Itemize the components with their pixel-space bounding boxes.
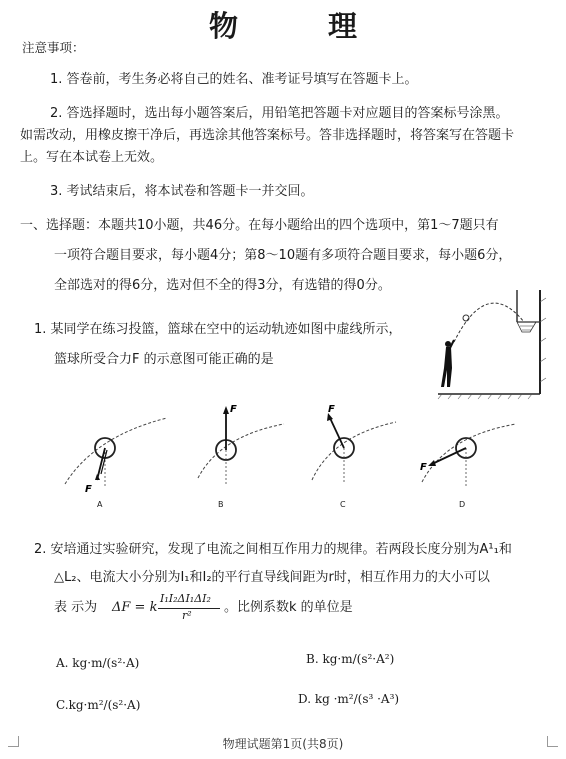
question-2-line-3-prefix: 表 示为 (54, 600, 98, 615)
notice-heading: 注意事项： (22, 40, 85, 55)
question-2-line-3-suffix: 。比例系数k 的单位是 (224, 600, 353, 615)
option-b-label: B (218, 500, 224, 509)
option-d-force-label: F (420, 462, 427, 473)
option-c-force-label: F (328, 404, 335, 415)
question-1-line-1: 1. 某同学在练习投篮，篮球在空中的运动轨迹如图中虚线所示， (34, 322, 402, 337)
question-2-option-b: B. kg·m/(s²·A²) (306, 652, 395, 666)
notice-item-2-line-2: 如需改动，用橡皮擦干净后，再选涂其他答案标号。答非选择题时，将答案写在答题卡 (20, 128, 515, 143)
page-title: 物 理 (208, 9, 398, 43)
formula-denominator: r² (182, 609, 192, 622)
option-d-label: D (459, 500, 466, 509)
question-2-option-c: C.kg·m²/(s²·A) (56, 698, 141, 712)
formula-numerator: I₁I₂ΔI₁ΔI₂ (160, 592, 211, 605)
section-1-line-1: 一、选择题：本题共10小题，共46分。在每小题给出的四个选项中，第1～7题只有 (20, 218, 499, 233)
section-1-line-3: 全部选对的得6分，选对但不全的得3分，有选错的得0分。 (54, 278, 391, 293)
question-1-line-2: 篮球所受合力F 的示意图可能正确的是 (54, 352, 274, 367)
notice-item-1: 1. 答卷前，考生务必将自己的姓名、准考证号填写在答题卡上。 (50, 72, 418, 87)
option-d-force-diagram (410, 396, 522, 512)
notice-item-2-line-1: 2. 答选择题时，选出每小题答案后，用铅笔把答题卡对应题目的答案标号涂黑。 (50, 106, 509, 121)
option-a-label: A (97, 500, 103, 509)
question-2-option-a: A. kg·m/(s²·A) (56, 656, 140, 670)
basketball-shot-illustration (432, 282, 552, 404)
option-b-force-label: F (230, 404, 237, 415)
option-a-force-label: F (85, 484, 92, 495)
option-a-force-diagram (55, 396, 175, 512)
question-2-line-2: △L₂、电流大小分别为I₁和I₂的平行直导线间距为r时，相互作用力的大小可以 (54, 570, 490, 585)
formula-lhs: ΔF = k (112, 600, 158, 615)
question-2-option-d: D. kg ·m²/(s³ ·A³) (298, 692, 400, 706)
notice-item-3: 3. 考试结束后，将本试卷和答题卡一并交回。 (50, 184, 314, 199)
page-footer: 物理试题第1页(共8页) (222, 737, 344, 751)
question-2-line-1: 2. 安培通过实验研究，发现了电流之间相互作用力的规律。若两段长度分别为A¹₁和 (34, 542, 512, 557)
section-1-line-2: 一项符合题目要求，每小题4分；第8～10题有多项符合题目要求，每小题6分， (54, 248, 512, 263)
option-c-label: C (340, 500, 346, 509)
option-b-force-diagram (180, 396, 290, 512)
notice-item-2-line-3: 上。写在本试卷上无效。 (20, 150, 164, 165)
option-c-force-diagram (292, 396, 402, 512)
